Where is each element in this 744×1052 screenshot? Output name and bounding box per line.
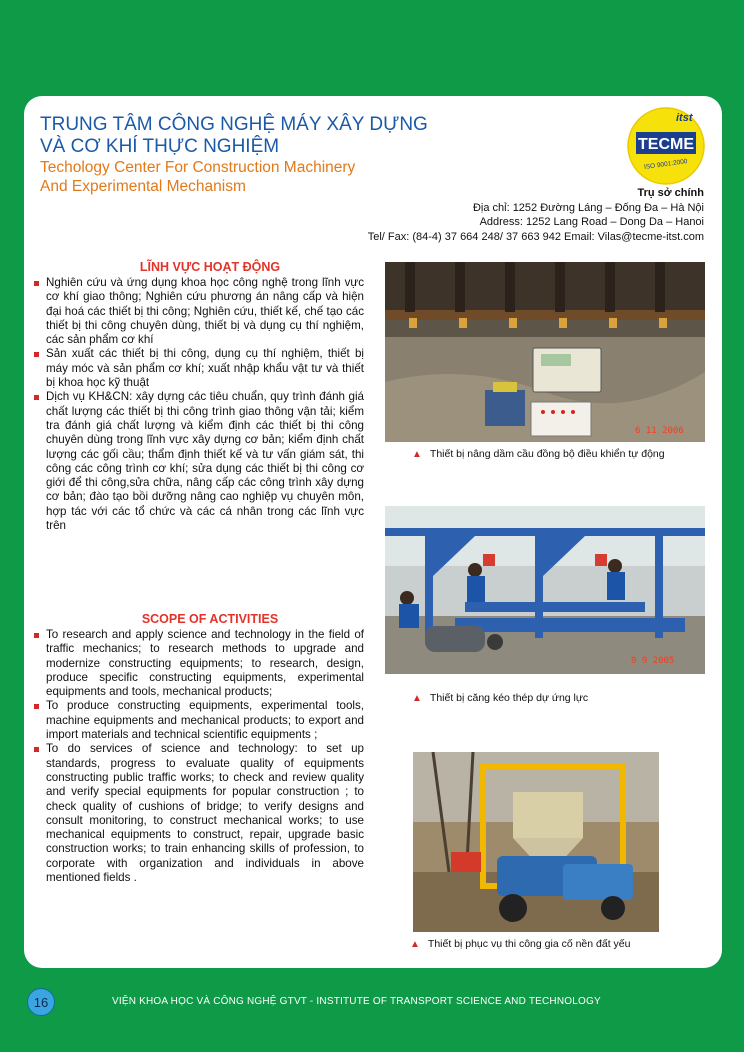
- bullet-icon: [34, 747, 39, 752]
- list-item: Sản xuất các thiết bị thi công, dụng cụ thí nghiệm, thiết bị máy móc và sản phẩm cơ khí; xuất nhập khẩu vật tư và thiết bị khoa học kỹ thuật: [34, 347, 364, 390]
- page-card: [24, 96, 722, 968]
- list-item: To do services of science and technology: to set up standards, progress to evaluate quality of equipments constructing public traffic works; to check and review quality and verify special equipments for popular construction ; to check quality of cushions of bridge; to verify designs and consult monitoring, to construct mechanical works; to use mechanical equipments to construct, repair, upgrade basic construction works; to train enhancing skills of profession, to corporate with organization and individuals in above mentioned fields .: [34, 742, 364, 885]
- photo-tensioning: [385, 506, 705, 674]
- contact-address-en: Address: 1252 Lang Road – Dong Da – Hanoi: [479, 216, 704, 228]
- caption-ground-reinforcement: ▲ Thiết bị phục vụ thi công gia cố nền đất yếu: [410, 938, 631, 950]
- triangle-icon: ▲: [410, 939, 420, 950]
- list-item: To produce constructing equipments, experimental tools, machine equipments and mechanical products; to export and import materials and technical scientific equipments ;: [34, 699, 364, 742]
- photo-girder-lifting: [385, 262, 705, 442]
- logo-iso-text: ISO 9001:2000: [643, 158, 688, 172]
- title-en-line2: And Experimental Mechanism: [40, 178, 246, 195]
- title-en-line1: Techology Center For Construction Machinery: [40, 159, 356, 176]
- list-item: To research and apply science and technology in the field of traffic mechanics; to research methods to upgrade and modernize constructing equipments; to research, design, produce specific constructing equipments, experimental equipments and tools, mechanical products;: [34, 628, 364, 699]
- tensioning-image: [385, 506, 705, 674]
- section-title-vi: LĨNH VỰC HOẠT ĐỘNG: [139, 260, 281, 274]
- triangle-icon: ▲: [412, 449, 422, 460]
- photo-date-stamp: 9 9 2005: [631, 656, 675, 666]
- contact-address-vi: Địa chỉ: 1252 Đường Láng – Đống Đa – Hà Nội: [472, 201, 704, 214]
- bullet-icon: [34, 633, 39, 638]
- list-item: Dịch vụ KH&CN: xây dựng các tiêu chuẩn, quy trình đánh giá chất lượng các thiết bị thi công trình giao thông vận tải; kiểm tra đánh giá chất lượng và kiểm định các thiết bị thi công chuyên dùng trong lĩnh vực xây dựng cơ bản; kiểm định chất lượng các gối cầu; thẩm định thiết kế và tư vấn giám sát, thi công các công trình cơ khí; sửa dụng các thiết bị thi công cơ giới để thi công,sửa chữa, nâng cấp các công trình xây dựng cơ bản; đào tạo bồi dưỡng nâng cao nghiệp vụ chuyên môn, hợp tác với các tổ chức và các cá nhân trong các lĩnh vực trên: [34, 390, 364, 533]
- page-number: 16: [27, 988, 55, 1016]
- photo-ground-reinforcement: [413, 752, 659, 932]
- logo-name-text: TECME: [638, 136, 694, 153]
- bullet-icon: [34, 395, 39, 400]
- bullet-icon: [34, 704, 39, 709]
- contact-hq: Trụ sở chính: [637, 187, 704, 199]
- list-item: Nghiên cứu và ứng dụng khoa học công nghệ trong lĩnh vực cơ khí giao thông; Nghiên cứu phương án nâng cấp và hiện đại hoá các thiết bị thi công; Nghiên cứu, thiết kế, chế tạo các thiết bị thi công chuyên dùng, thiết bị và dụng cụ thí nghiệm, các sản phẩm cơ khí: [34, 276, 364, 347]
- caption-tensioning: ▲ Thiết bị căng kéo thép dự ứng lực: [412, 692, 589, 704]
- girder-lifting-image: [385, 262, 705, 442]
- title-vi-line1: TRUNG TÂM CÔNG NGHỆ MÁY XÂY DỰNG: [40, 114, 428, 135]
- title-vi-line2: VÀ CƠ KHÍ THỰC NGHIỆM: [40, 136, 280, 157]
- photo-date-stamp: 6 11 2006: [635, 426, 684, 436]
- contact-phone-email: Tel/ Fax: (84-4) 37 664 248/ 37 663 942 Email: Vilas@tecme-itst.com: [367, 230, 704, 243]
- footer-text: VIỆN KHOA HỌC VÀ CÔNG NGHỆ GTVT - INSTITUTE OF TRANSPORT SCIENCE AND TECHNOLOGY: [112, 996, 601, 1007]
- title-vietnamese: [40, 114, 600, 158]
- activities-en-list: [34, 628, 364, 885]
- contact-block: [204, 186, 704, 244]
- bullet-icon: [34, 281, 39, 286]
- bullet-icon: [34, 352, 39, 357]
- section-title-en: SCOPE OF ACTIVITIES: [141, 612, 279, 626]
- tecme-logo-icon: [626, 106, 706, 186]
- caption-girder-lifting: ▲ Thiết bị nâng dầm cầu đồng bộ điều khiển tự động: [412, 448, 665, 460]
- ground-reinforcement-image: [413, 752, 659, 932]
- triangle-icon: ▲: [412, 693, 422, 704]
- activities-vi-list: [34, 276, 364, 533]
- logo-itst-text: itst: [676, 112, 693, 124]
